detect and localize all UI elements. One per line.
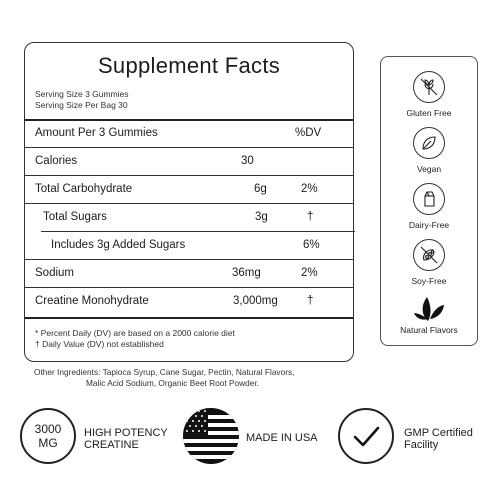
potency-text bbox=[84, 427, 168, 451]
row-amount-sugars: 3g bbox=[255, 211, 268, 223]
row-amount-calories: 30 bbox=[241, 155, 254, 167]
supplement-facts-panel bbox=[24, 42, 354, 362]
divider bbox=[25, 287, 353, 288]
gmp-text-line: GMP Certified bbox=[404, 427, 473, 439]
potency-badge-unit: MG bbox=[38, 436, 58, 450]
divider bbox=[25, 317, 353, 319]
made-in-usa-text: MADE IN USA bbox=[246, 432, 318, 444]
gmp-text-line: Facility bbox=[404, 439, 439, 451]
badge-soy-free bbox=[381, 239, 477, 286]
row-amount-carbohydrate: 6g bbox=[254, 183, 267, 195]
badge-gluten-free bbox=[381, 71, 477, 118]
divider bbox=[25, 119, 353, 121]
badge-dairy-free bbox=[381, 183, 477, 230]
leaves-icon bbox=[413, 291, 445, 323]
row-dv-creatine: † bbox=[307, 295, 314, 307]
badge-label: Dairy-Free bbox=[408, 220, 450, 230]
other-ingredients-line: Other Ingredients: Tapioca Syrup, Cane Sugar, Pectin, Natural Flavors, bbox=[34, 367, 295, 377]
serving-per-bag: Serving Size Per Bag 30 bbox=[35, 100, 128, 110]
wheat-crossed-icon bbox=[413, 71, 445, 103]
row-name-calories: Calories bbox=[35, 155, 78, 167]
potency-badge-number: 3000 bbox=[34, 422, 62, 436]
row-name-creatine: Creatine Monohydrate bbox=[35, 295, 149, 307]
footnote-daily-percent: * Percent Daily (DV) are based on a 2000 calorie diet bbox=[35, 328, 235, 338]
soybean-crossed-icon bbox=[413, 239, 445, 271]
badge-label: Vegan bbox=[416, 164, 442, 174]
checkmark-icon bbox=[338, 408, 394, 464]
gmp-text bbox=[404, 427, 473, 451]
row-dv-added-sugars: 6% bbox=[303, 239, 320, 251]
badge-vegan bbox=[381, 127, 477, 174]
row-dv-sodium: 2% bbox=[301, 267, 318, 279]
divider bbox=[25, 259, 353, 260]
row-amount-sodium: 36mg bbox=[232, 267, 261, 279]
divider bbox=[25, 203, 353, 204]
divider bbox=[25, 147, 353, 148]
potency-text-line: HIGH POTENCY bbox=[84, 427, 168, 439]
badge-label: Natural Flavors bbox=[400, 325, 458, 335]
divider bbox=[25, 175, 353, 176]
badge-label: Soy-Free bbox=[411, 276, 447, 286]
dietary-badges-panel bbox=[380, 56, 478, 346]
serving-size: Serving Size 3 Gummies bbox=[35, 89, 129, 99]
potency-text-line: CREATINE bbox=[84, 439, 139, 451]
potency-badge bbox=[20, 408, 76, 464]
facts-title: Supplement Facts bbox=[97, 53, 281, 78]
row-name-added-sugars: Includes 3g Added Sugars bbox=[51, 239, 186, 251]
row-name-carbohydrate: Total Carbohydrate bbox=[35, 183, 133, 195]
usa-flag-icon bbox=[182, 407, 240, 465]
row-dv-sugars: † bbox=[307, 211, 314, 223]
divider bbox=[41, 231, 355, 232]
amount-label: Amount Per 3 Gummies bbox=[35, 127, 158, 139]
dv-header: %DV bbox=[295, 127, 322, 139]
footnote-daily-value: † Daily Value (DV) not established bbox=[35, 339, 164, 349]
row-amount-creatine: 3,000mg bbox=[233, 295, 278, 307]
other-ingredients-line: Malic Acid Sodium, Organic Beet Root Powder. bbox=[86, 378, 259, 388]
leaf-icon bbox=[413, 127, 445, 159]
milk-carton-icon bbox=[413, 183, 445, 215]
row-name-sugars: Total Sugars bbox=[43, 211, 107, 223]
other-ingredients bbox=[34, 367, 334, 389]
row-dv-carbohydrate: 2% bbox=[301, 183, 318, 195]
badge-natural-flavors bbox=[381, 291, 477, 335]
badge-label: Gluten Free bbox=[406, 108, 452, 118]
row-name-sodium: Sodium bbox=[35, 267, 74, 279]
